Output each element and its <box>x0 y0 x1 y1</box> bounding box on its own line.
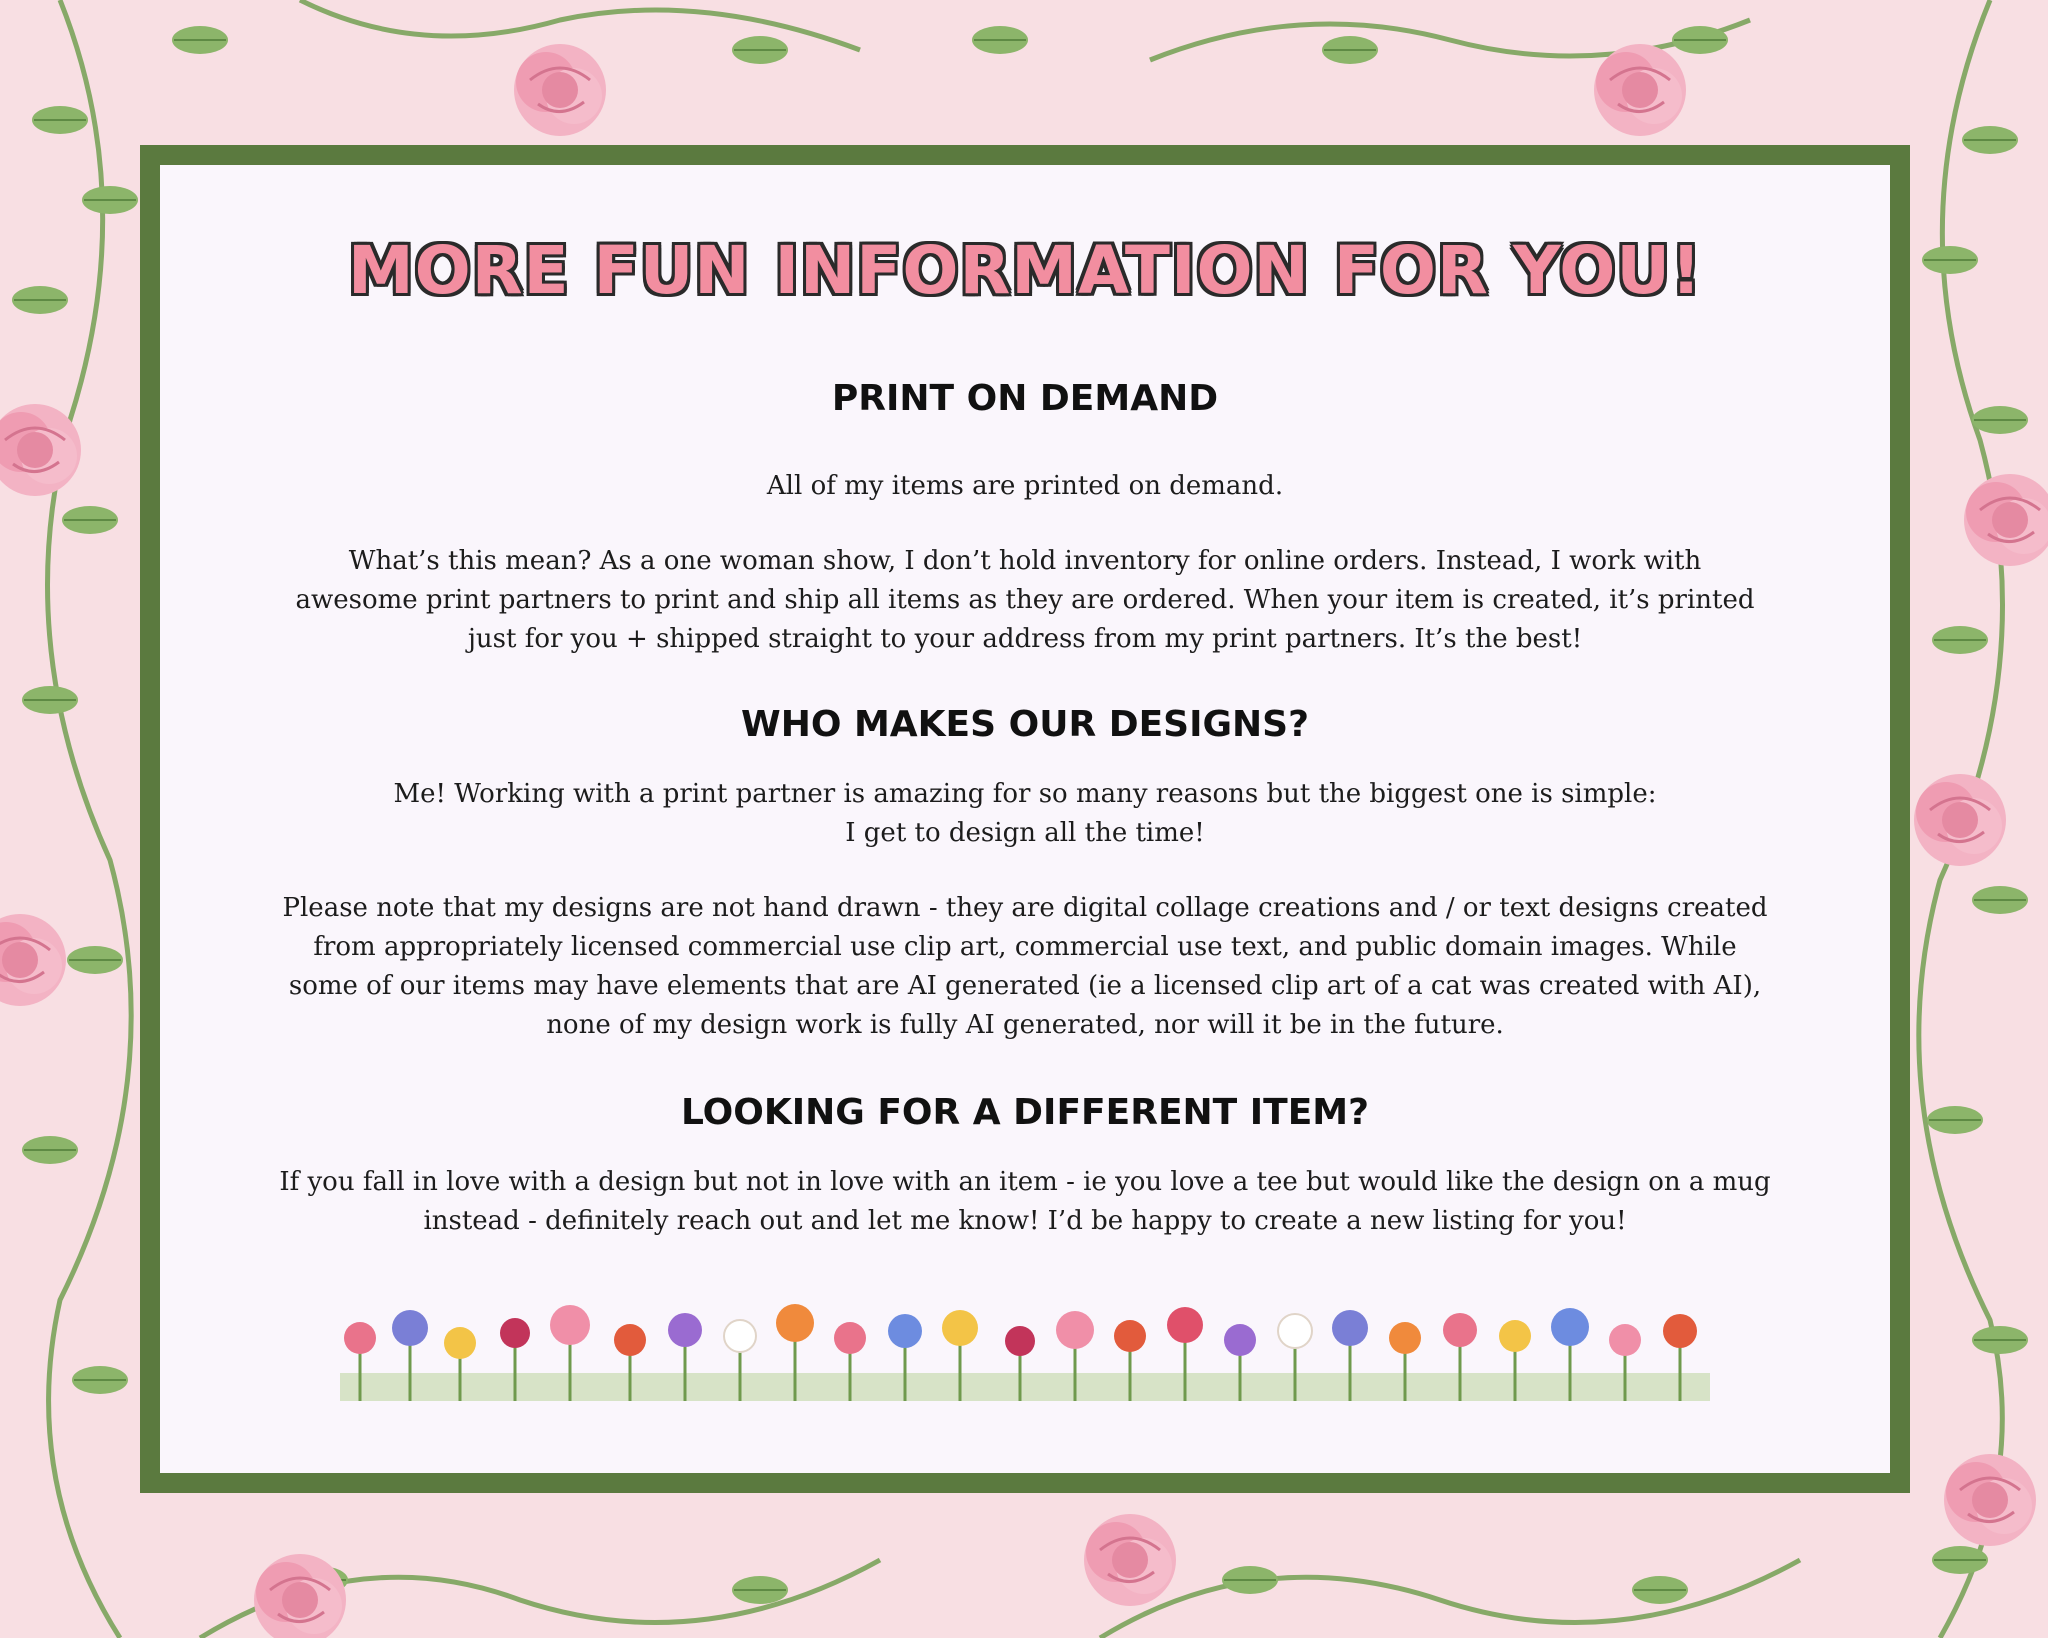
page-title: MORE FUN INFORMATION FOR YOU! <box>347 232 1703 309</box>
section-paragraph: All of my items are printed on demand. <box>766 471 1284 501</box>
info-card <box>160 165 1890 1473</box>
section-paragraph: Please note that my designs are not hand drawn - they are digital collage creations and / or text designs created from appropriately licensed commercial use clip art, commercial use text, and public domain images. While some of our items may have elements that are AI generated (ie a licensed clip art of a cat was created with AI), none of my design work is fully AI generated, nor will it be in the future. <box>282 893 1768 1040</box>
section-paragraph: What’s this mean? As a one woman show, I don’t hold inventory for online orders. Instead, I work with awesome print partners to print and ship all items as they are ordered. When your item is created, it’s printed just for you + shipped straight to your address from my print partners. It’s the best! <box>295 546 1755 654</box>
section-heading-print-on-demand: PRINT ON DEMAND <box>831 378 1219 419</box>
wildflower-border-illustration <box>340 1293 1710 1401</box>
info-frame <box>140 145 1910 1493</box>
section-paragraph: Me! Working with a print partner is amazing for so many reasons but the biggest one is simple: I get to design all the time! <box>393 779 1657 848</box>
section-heading-different-item: LOOKING FOR A DIFFERENT ITEM? <box>680 1092 1370 1133</box>
section-paragraph: If you fall in love with a design but not in love with an item - ie you love a tee but would like the design on a mug instead - definitely reach out and let me know! I’d be happy to create a new listing for you! <box>279 1167 1771 1236</box>
section-heading-who-makes-designs: WHO MAKES OUR DESIGNS? <box>741 704 1309 745</box>
